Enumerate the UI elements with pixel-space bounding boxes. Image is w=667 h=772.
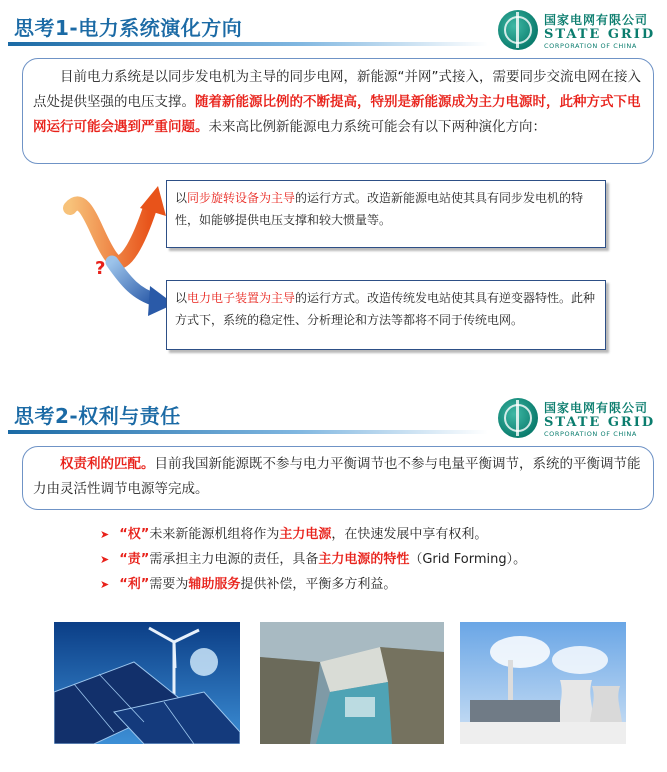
bullet-highlight: 主力电源的特性: [318, 552, 410, 567]
state-grid-globe-icon: [498, 10, 538, 50]
bullet-arrow-icon: ➤: [100, 553, 110, 566]
logo-sub: CORPORATION OF CHINA: [544, 41, 637, 50]
logo-sub: CORPORATION OF CHINA: [544, 429, 637, 438]
intro-text-red: 随着新能源比例的不断提高，特别是新能源成为主力电源时，此种方式下电网运行可能会遇到严重问题。: [33, 94, 641, 135]
logo-cn: 国家电网有限公司: [544, 12, 649, 27]
option1-post: 的运行方式。改造新能源电站使其具有同步发电机的特性，如能够提供电压支撑和较大惯量等。: [175, 191, 584, 227]
option2-box: [166, 280, 606, 350]
evolution-arrows-graphic: [62, 178, 182, 338]
option1-highlight: 同步旋转设备为主导: [187, 191, 296, 205]
option2-pre: 以: [175, 291, 188, 305]
bullet-arrow-icon: ➤: [100, 528, 110, 541]
bullet-key: “利”: [119, 577, 150, 592]
bullet-post: 提供补偿，平衡多方利益。: [240, 577, 397, 592]
hydro-dam-photo: [260, 622, 444, 744]
bullet-post: （Grid Forming）。: [409, 552, 527, 567]
option2-highlight: 电力电子装置为主导: [187, 291, 296, 305]
thermal-plant-photo: [460, 622, 626, 744]
option2-post: 的运行方式。改造传统发电站使其具有逆变器特性。此种方式下，系统的稳定性、分析理论和方法等都将不同于传统电网。: [175, 291, 596, 327]
bullet-post: ，在快速发展中享有权利。: [331, 527, 488, 542]
option1-box: [166, 180, 606, 248]
bullet-arrow-icon: ➤: [100, 578, 110, 591]
logo-en: STATE GRID: [544, 26, 656, 42]
section1-title: 思考1-电力系统演化方向: [14, 16, 243, 40]
question-mark: ?: [95, 258, 106, 279]
intro-paragraph: [33, 65, 645, 140]
rights-paragraph: [33, 452, 645, 502]
intro-text-a: 目前电力系统是以同步发电机为主导的同步电网，新能源“并网”式接入，需要同步交流电网在接入点处提供坚强的电压支撑。: [33, 69, 641, 110]
logo-en: STATE GRID: [544, 414, 656, 430]
bullet-row-ze: [100, 547, 526, 572]
bullet-pre: 需要为: [149, 577, 189, 592]
bullet-row-li: [100, 572, 526, 597]
bullet-row-quan: [100, 522, 526, 547]
state-grid-globe-icon: [498, 398, 538, 438]
rights-box: [22, 446, 654, 510]
option1-pre: 以: [175, 191, 188, 205]
bullet-highlight: 主力电源: [279, 527, 332, 542]
solar-wind-photo: [54, 622, 240, 744]
state-grid-logo: [498, 10, 655, 50]
section2-title: 思考2-权利与责任: [14, 404, 181, 428]
intro-text-b: 未来高比例新能源电力系统可能会有以下两种演化方向：: [208, 119, 546, 135]
rights-lead-text: 目前我国新能源既不参与电力平衡调节也不参与电量平衡调节，系统的平衡调节能力由灵活性调节电源等完成。: [33, 456, 641, 497]
intro-box: [22, 58, 654, 164]
bullet-pre: 未来新能源机组将作为: [149, 527, 280, 542]
bullet-key: “责”: [119, 552, 150, 567]
rights-lead-red: 权责利的匹配。: [60, 456, 155, 472]
logo-cn: 国家电网有限公司: [544, 400, 649, 415]
bullet-pre: 需承担主力电源的责任，具备: [149, 552, 319, 567]
section1-title-underline: [8, 42, 488, 46]
section2-title-underline: [8, 430, 488, 434]
state-grid-logo-2: [498, 398, 655, 438]
rights-bullet-list: [100, 522, 526, 597]
bullet-highlight: 辅助服务: [188, 577, 241, 592]
bullet-key: “权”: [119, 527, 150, 542]
